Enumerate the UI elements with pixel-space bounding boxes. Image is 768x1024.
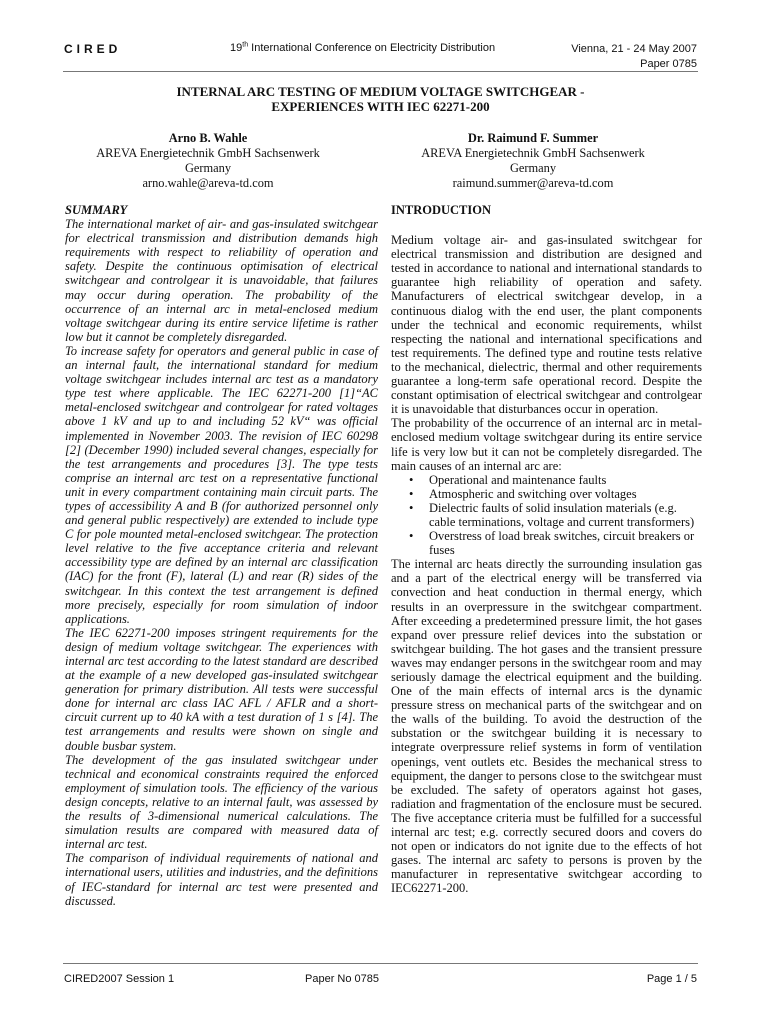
conf-number: 19 (230, 42, 243, 54)
title-line-2: EXPERIENCES WITH IEC 62271-200 (271, 99, 490, 114)
conf-ordinal: th (242, 41, 249, 49)
introduction-heading: INTRODUCTION (391, 203, 492, 217)
introduction-column (391, 203, 702, 896)
header-conference (230, 42, 495, 54)
list-item: • Dielectric faults of solid insulation materials (e.g. cable terminations, voltage and current transformers) (429, 501, 702, 529)
summary-paragraph: The comparison of individual requirements of national and international users, utilities and industries, and the definitions of IEC-standard for internal arc test were presented and discussed. (65, 851, 378, 908)
author-affiliation: AREVA Energietechnik GmbH Sachsenwerk (96, 146, 320, 160)
header-right (571, 42, 697, 72)
summary-paragraph: The IEC 62271-200 imposes stringent requirements for the design of medium voltage switchgear. The experiences with internal arc test according to the latest standard are described at the example of a new developed gas-insulated switchgear generation for primary distribution. All tests were successful done for internal arc class IAC AFL / AFLR and a short-circuit current up to 40 kA with a test duration of 1 s [4]. The test arrangements and results were shown on single and double busbar system. (65, 625, 378, 753)
footer-page: Page 1 / 5 (646, 973, 697, 985)
list-item: • Operational and maintenance faults (429, 473, 702, 487)
header-rule (63, 71, 698, 72)
author-name: Arno B. Wahle (168, 131, 248, 145)
summary-column (65, 203, 378, 908)
title-line-1: INTERNAL ARC TESTING OF MEDIUM VOLTAGE SWITCHGEAR - (176, 84, 585, 99)
footer-session: CIRED2007 Session 1 (64, 973, 175, 985)
conf-name: International Conference on Electricity Distribution (248, 42, 496, 54)
footer-rule (63, 963, 698, 964)
author-block-2 (388, 131, 678, 191)
list-item: • Atmospheric and switching over voltages (429, 487, 702, 501)
summary-paragraph: The development of the gas insulated switchgear under technical and economical constraints required the enforced employment of simulation tools. The efficiency of the various design concepts, relative to an internal fault, was assessed by the results of 3-dimensional numerical calculations. The simulation results are compared with measured data of internal arc test. (65, 752, 378, 852)
paper-id: Paper 0785 (640, 58, 697, 70)
author-country: Germany (184, 161, 232, 175)
author-affiliation: AREVA Energietechnik GmbH Sachsenwerk (421, 146, 645, 160)
author-email: arno.wahle@areva-td.com (142, 176, 274, 190)
author-country: Germany (509, 161, 557, 175)
summary-paragraph: To increase safety for operators and general public in case of an internal fault, the international standard for medium voltage switchgear includes internal arc test as a mandatory type test where applicable. The IEC 62271-200 [1]“AC metal-enclosed switchgear and controlgear for rated voltages above 1 kV and up to and including 52 kV“ was official implemented in November 2003. The revision of IEC 60298 [2] (December 1990) included several changes, especially for the test arrangements and procedures [3]. The type tests comprise an internal arc test on a representative functional unit in every compartment containing main circuit parts. The types of accessibility A and B (for authorized personnel only and general public respectively) are extended to include type C for pole mounted metal-enclosed switchgear. The protection level relative to the five acceptance criteria and relevant accessibility type are defined by an internal arc classification (IAC) for the front (F), lateral (L) and rear (R) sides of the switchgear. In this context the test arrangement is defined more precisely, especially for room simulation of indoor applications. (65, 343, 378, 626)
author-email: raimund.summer@areva-td.com (452, 176, 614, 190)
intro-paragraph: Medium voltage air- and gas-insulated switchgear for electrical transmission and distribution are designed and tested in accordance to national and international standards to guarantee high reliability of operation and safety. Manufacturers of electrical switchgear develop, in a continuous dialog with the end user, the plant components under the technical and economic requirements, whilst respecting the national and international specifications and test requirements. The defined type and routine tests relative to the mechanical, dielectric, thermal and other requirements guarantee a long-term safe operational record. Despite the constant optimisation of electrical switchgear and controlgear it is unavoidable that disturbances occur in operation. (391, 233, 702, 417)
summary-paragraph: The international market of air- and gas-insulated switchgear for electrical transmission and distribution demands high requirements with respect to reliability of operation and safety. Despite the continuous optimisation of electrical switchgear and controlgear it is unavoidable, that failures may occur during operation. The probability of the occurrence of an internal arc in metal-enclosed medium voltage switchgear during its entire service lifetime is rather low but it cannot be completely disregarded. (65, 217, 378, 344)
arc-causes-list (391, 473, 702, 558)
location-date: Vienna, 21 - 24 May 2007 (571, 43, 697, 55)
author-block-1 (63, 131, 353, 191)
footer-paper-no: Paper No 0785 (305, 973, 379, 985)
list-item: • Overstress of load break switches, circuit breakers or fuses (429, 529, 702, 557)
author-name: Dr. Raimund F. Summer (467, 131, 599, 145)
intro-paragraph: The probability of the occurrence of an internal arc in metal-enclosed medium voltage switchgear during its entire service life is very low but it can not be completely disregarded. The main causes of an internal arc are: (391, 416, 702, 473)
paper-title (63, 84, 698, 114)
summary-heading: SUMMARY (65, 203, 128, 217)
intro-paragraph: The internal arc heats directly the surrounding insulation gas and a part of the electrical energy will be transferred via convection and heat conduction in thermal energy, which results in an overpressure in the switchgear compartment. After exceeding a predetermined pressure limit, the hot gases expand over pressure relief devices into the substation or switchgear building. The hot gases and the transient pressure waves may endanger persons in the switchgear room and may seriously damage the electrical equipment and the building. One of the main effects of internal arcs is the dynamic pressure stress on mechanical parts of the switchgear and on the walls of the building. To avoid the destruction of the substation or the switchgear building it is necessary to integrate overpressure relief systems in form of ventilation openings, vent outlets etc. Besides the mechanical stress to equipment, the danger to persons close to the switchgear must be excluded. The safety of operators against hot gases, radiation and fragmentation of the enclosure must be secured. The five acceptance criteria must be fulfilled for a successful internal arc test; e.g. correctly secured doors and covers do not open or indicators do not ignite due to the effects of hot gases. The internal arc safety to persons is proven by the manufacturer in representative switchgear according to IEC62271-200. (391, 557, 702, 896)
header-org: CIRED (64, 42, 122, 56)
